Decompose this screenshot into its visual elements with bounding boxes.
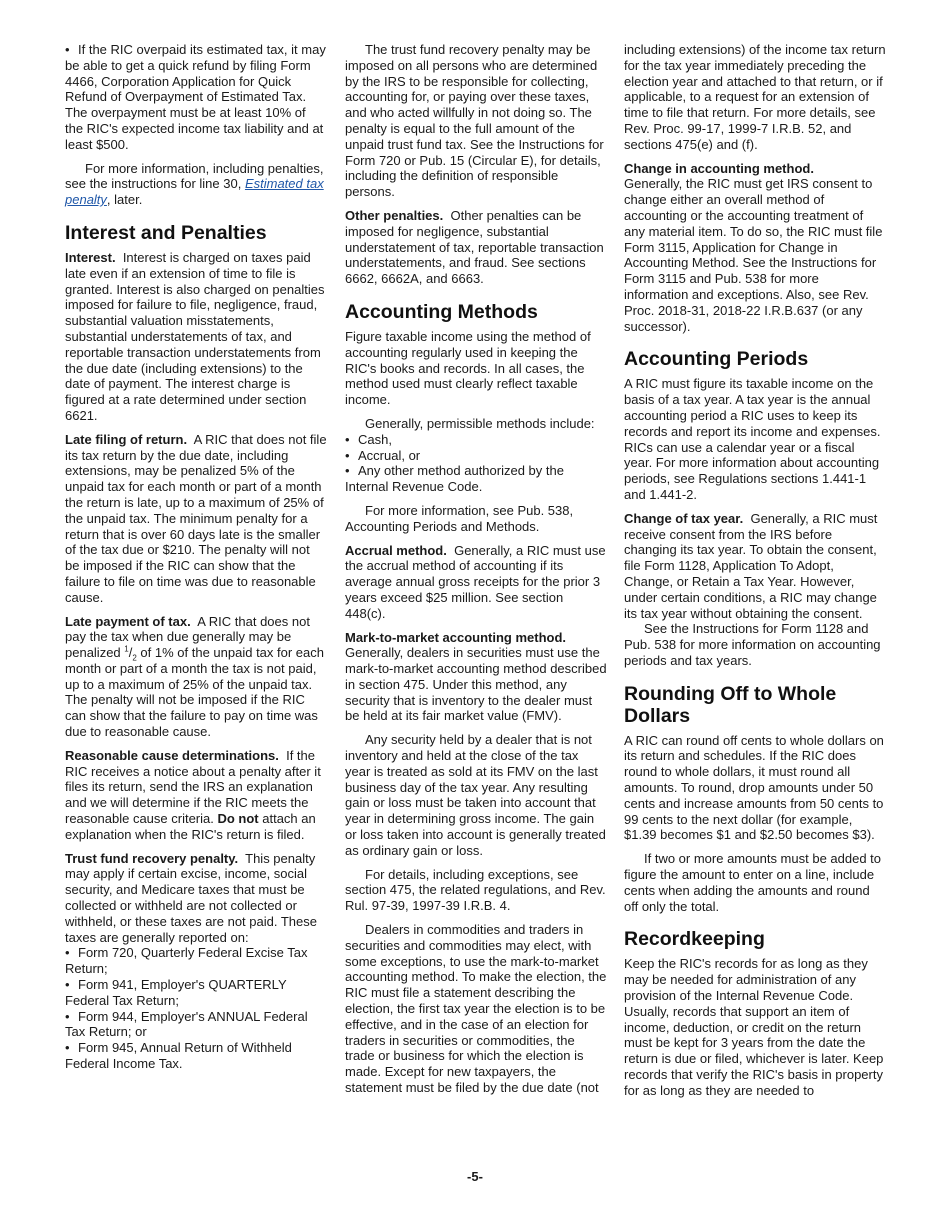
bullet-icon: • xyxy=(65,1008,70,1024)
bullet-icon: • xyxy=(65,977,70,993)
paragraph-change-method-heading: Change in accounting method. xyxy=(624,160,814,176)
list-item: • Accrual, or xyxy=(345,447,421,463)
paragraph-two-or-more-amounts: If two or more amounts must be added to figure the amount to enter on a line, include cents when adding the amounts and round off only the total. xyxy=(624,851,882,914)
heading-accounting-methods: Accounting Methods xyxy=(345,300,538,323)
paragraph-reasonable-cause: Reasonable cause determinations. If the RIC receives a notice about a penalty after it files its return, send the IRS an explanation and we will determine if the RIC meets the reasonable cause criteria. Do not attach an explanation when the RIC's return is filed. xyxy=(65,747,321,842)
heading-recordkeeping: Recordkeeping xyxy=(624,928,765,951)
paragraph-overpaid: • If the RIC overpaid its estimated tax, it may be able to get a quick refund by filing Form 4466, Corporation Application for Quick Refund of Overpayment of Estimated Tax. The overpayment must be at least 10% of the RIC's expected income tax liability and at least $500. xyxy=(65,42,326,152)
paragraph-methods-intro: Figure taxable income using the method of accounting regularly used in keeping the RIC's books and records. In all cases, the method used must clearly reflect taxable income. xyxy=(345,328,591,408)
bullet-icon: • xyxy=(65,42,70,57)
bullet-icon: • xyxy=(345,463,350,479)
paragraph-accrual-method: Accrual method. Generally, a RIC must use the accrual method of accounting if its average annual gross receipts for the prior 3 years exceed $25 million. See section 448(c). xyxy=(345,542,606,621)
column-right xyxy=(624,42,886,1107)
page-number: -5- xyxy=(467,1169,483,1184)
paragraph-trust-fund-continued: The trust fund recovery penalty may be imposed on all persons who are determined by the IRS to be responsible for collecting, accounting for, or paying over these taxes, and who acted willfully in not doing so. The penalty is equal to the full amount of the unpaid trust fund tax. See the Instructions for Form 720 or Pub. 15 (Circular E), for details, including the definition of responsible persons. xyxy=(345,42,604,200)
heading-rounding-off: Rounding Off to Whole Dollars xyxy=(624,682,837,727)
paragraph-recordkeeping: Keep the RIC's records for as long as they may be needed for administration of any provision of the Internal Revenue Code. Usually, records that support an item of income, deduction, or credit on the return must be kept for 3 years from the date the return is due or filed, whichever is later. Keep records that verify the RIC's basis in property for as long as they are needed to xyxy=(624,956,884,1098)
paragraph-see-form-1128: See the Instructions for Form 1128 and Pub. 538 for more information on accounting periods and tax years. xyxy=(624,621,881,668)
bullet-icon: • xyxy=(65,1040,70,1056)
list-item: • Any other method authorized by the Internal Revenue Code. xyxy=(345,463,564,495)
bullet-icon: • xyxy=(345,447,350,463)
methods-list xyxy=(345,432,607,495)
bullet-icon: • xyxy=(65,945,70,961)
paragraph-trust-fund: Trust fund recovery penalty. This penalty may apply if certain excise, income, social security, and Medicare taxes that must be collected or withheld are not collected or withheld, or these taxes are not paid. These taxes are generally reported on: xyxy=(65,850,317,945)
bullet-icon: • xyxy=(345,431,350,447)
paragraph-details-exceptions: For details, including exceptions, see section 475, the related regulations, and Rev. Rul. 97-39, 1997-39 I.R.B. 4. xyxy=(345,866,606,914)
heading-interest-and-penalties: Interest and Penalties xyxy=(65,221,267,244)
paragraph-mark-to-market-heading: Mark-to-market accounting method. xyxy=(345,629,567,645)
list-item: • Form 944, Employer's ANNUAL Federal Tax Return; or xyxy=(65,1008,308,1040)
column-middle xyxy=(345,42,607,1104)
paragraph-election-continued: including extensions) of the income tax return for the tax year immediately preceding the election year and attached to that return, or if applicable, to a request for an extension of time to file that return. For more details, see Rev. Proc. 99-17, 1999-7 I.R.B. 52, and sections 475(e) and (f). xyxy=(624,42,886,152)
list-item: • Form 941, Employer's QUARTERLY Federal Tax Return; xyxy=(65,977,287,1008)
list-item: • Form 945, Annual Return of Withheld Federal Income Tax. xyxy=(65,1040,292,1072)
list-item: • Cash, xyxy=(345,431,392,447)
paragraph-permissible-methods: Generally, permissible methods include: xyxy=(365,415,595,431)
paragraph-interest: Interest. Interest is charged on taxes paid late even if an extension of time to file is granted. Interest is also charged on penalties imposed for failure to file, negligence, fraud, substantial valuation misstatements, substantial understatements of tax, and reportable transaction understatements from the due date (including extensions) to the date of payment. The interest charge is figured at a rate determined under section 6621. xyxy=(65,249,325,423)
paragraph-security-held: Any security held by a dealer that is not inventory and held at the close of the tax year is treated as sold at its FMV on the last business day of the tax year. Any resulting gain or loss must be taken into account that year in determining gross income. The gain or loss taken into account is generally treated as ordinary gain or loss. xyxy=(345,732,606,858)
fraction-one-half: $^1/_2$ xyxy=(124,644,137,663)
paragraph-other-penalties: Other penalties. Other penalties can be imposed for negligence, substantial understatement of tax, reportable transaction understatements, and fraud. See sections 6662, 6662A, and 6663. xyxy=(345,207,604,287)
paragraph-late-payment: Late payment of tax. A RIC that does not pay the tax when due generally may be penalized $^1/_2$ of 1% of the unpaid tax for each month or part of a month the tax is not paid, up to a maximum of 25% of the unpaid tax. The penalty will not be imposed if the RIC can show that the failure to pay on time was due to reasonable cause. xyxy=(65,613,324,740)
paragraph-more-info-penalties: For more information, including penalties, see the instructions for line 30, Estimated tax penalty, later. xyxy=(65,160,324,208)
paragraph-change-method: Generally, the RIC must get IRS consent to change either an overall method of accounting or the accounting treatment of any material item. To do so, the RIC must file Form 3115, Application for Change in Accounting Method. See the Instructions for Form 3115 and Pub. 538 for more information and exceptions. Also, see Rev. Proc. 2018-31, 2018-22 I.R.B.637 (or any successor). xyxy=(624,176,883,334)
paragraph-periods: A RIC must figure its taxable income on the basis of a tax year. A tax year is the annual accounting period a RIC uses to keep its records and report its income and expenses. RICs can use a calendar year or a fiscal year. For more information about accounting periods, see Regulations sections 1.441-1 and 1.441-2. xyxy=(624,376,881,502)
paragraph-mark-to-market: Generally, dealers in securities must use the mark-to-market accounting method described in section 475. Under this method, any security that is inventory to the dealer must be held at its fair market value (FMV). xyxy=(345,645,607,724)
heading-accounting-periods: Accounting Periods xyxy=(624,348,809,371)
paragraph-rounding: A RIC can round off cents to whole dollars on its return and schedules. If the RIC does round to whole dollars, it must round all amounts. To round, drop amounts under 50 cents and increase amounts from 50 cents to 99 cents to the next dollar (for example, $1.39 becomes $1 and $2.50 becomes $3). xyxy=(624,732,884,843)
paragraph-dealers-commodities: Dealers in commodities and traders in securities and commodities may elect, with some exceptions, to use the mark-to-market accounting method. To make the election, the RIC must file a statement describing the election, the first tax year the election is to be effective, and in the case of an election for traders in securities or commodities, the trade or business for which the election is made. Except for new taxpayers, the statement must be filed by the due date (not xyxy=(345,922,607,1096)
list-item: • Form 720, Quarterly Federal Excise Tax Return; xyxy=(65,945,308,977)
paragraph-pub-538: For more information, see Pub. 538, Accounting Periods and Methods. xyxy=(345,502,574,534)
paragraph-change-tax-year: Change of tax year. Generally, a RIC must receive consent from the IRS before changing its tax year. To obtain the consent, file Form 1128, Application To Adopt, Change, or Retain a Tax Year. However, under certain conditions, a RIC may change its tax year without obtaining the consent. xyxy=(624,510,878,621)
paragraph-late-filing: Late filing of return. A RIC that does not file its tax return by the due date, including extensions, may be penalized 5% of the unpaid tax for each month or part of a month the return is late, up to a maximum of 25% of the unpaid tax. The minimum penalty for a return that is over 60 days late is the smaller of the tax due or $210. The penalty will not be imposed if the RIC can show that the failure to file on time was due to reasonable cause. xyxy=(65,431,327,605)
estimated-tax-penalty-link[interactable]: Estimated tax penalty xyxy=(65,176,324,208)
column-left xyxy=(65,42,327,1080)
trust-fund-form-list xyxy=(65,945,327,1071)
